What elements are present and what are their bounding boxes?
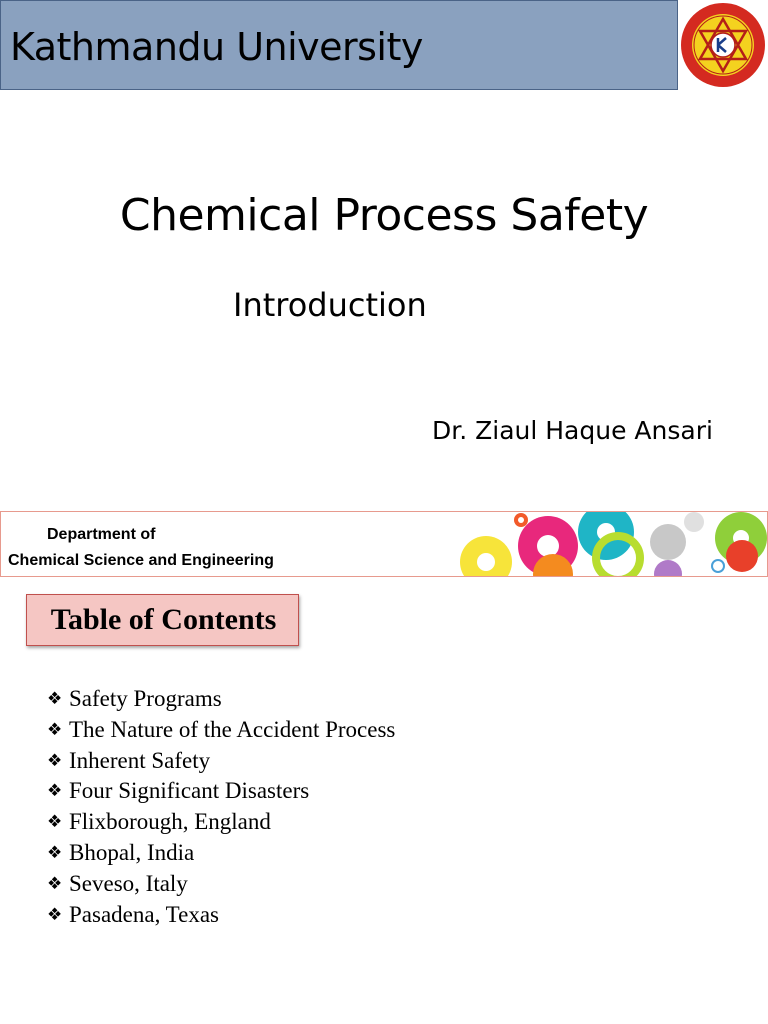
slide-subtitle: Introduction	[233, 286, 427, 324]
toc-item: ❖ Flixborough, England	[47, 807, 395, 838]
diamond-bullet-icon: ❖	[47, 873, 63, 893]
diamond-bullet-icon: ❖	[47, 842, 63, 862]
department-line-1: Department of	[47, 526, 156, 543]
diamond-bullet-icon: ❖	[47, 781, 63, 801]
toc-heading-box	[26, 594, 299, 646]
toc-item: ❖ Pasadena, Texas	[47, 900, 395, 931]
diamond-bullet-icon: ❖	[47, 750, 63, 770]
toc-item: ❖ Four Significant Disasters	[47, 776, 395, 807]
colorful-gears-icon	[456, 512, 768, 577]
toc-heading: Table of Contents	[50, 603, 277, 636]
toc-item: ❖ Inherent Safety	[47, 746, 395, 777]
department-line-2: Chemical Science and Engineering	[8, 552, 274, 569]
toc-item: ❖ Safety Programs	[47, 684, 395, 715]
diamond-bullet-icon: ❖	[47, 689, 63, 708]
diamond-bullet-icon: ❖	[47, 904, 63, 924]
header-title: Kathmandu University	[10, 25, 423, 69]
toc-item: ❖ Bhopal, India	[47, 838, 395, 869]
slide-title: Chemical Process Safety	[119, 190, 649, 241]
diamond-bullet-icon: ❖	[47, 812, 63, 832]
toc-item: ❖ The Nature of the Accident Process	[47, 715, 395, 746]
kathmandu-university-seal-icon	[680, 2, 766, 88]
header-bar	[0, 0, 678, 90]
diamond-bullet-icon: ❖	[47, 719, 63, 739]
toc-item: ❖ Seveso, Italy	[47, 869, 395, 900]
author-name: Dr. Ziaul Haque Ansari	[432, 416, 713, 445]
toc-list	[47, 684, 395, 930]
department-banner	[0, 511, 768, 577]
